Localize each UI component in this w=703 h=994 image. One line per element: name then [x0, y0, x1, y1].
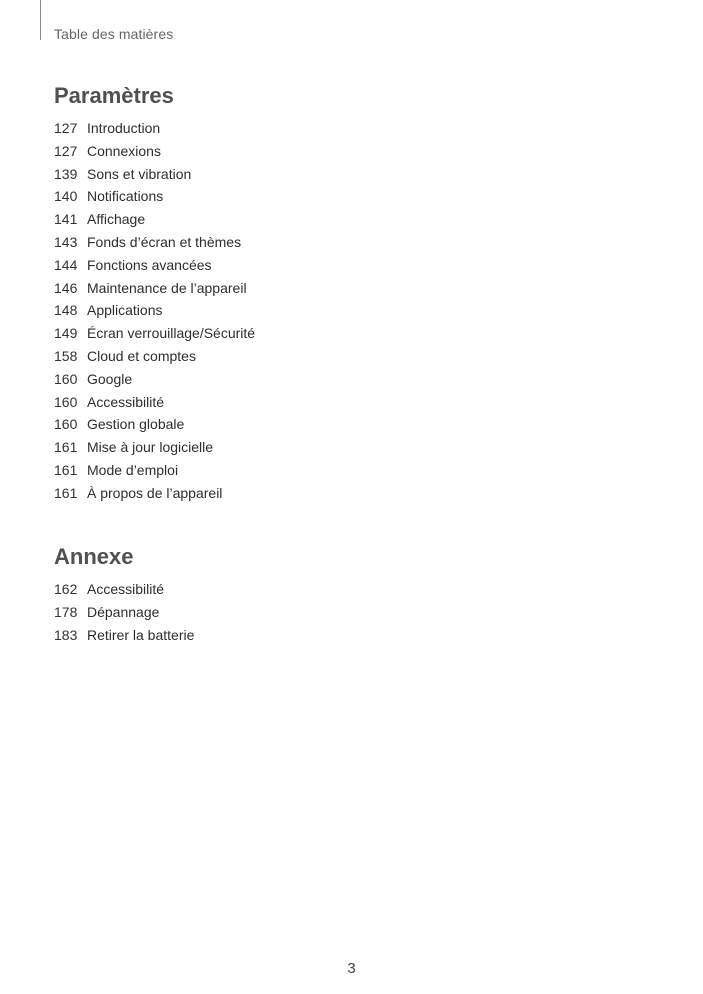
toc-entry-label: Introduction — [87, 120, 161, 136]
toc-entry-label: À propos de l’appareil — [87, 484, 223, 501]
toc-entry[interactable] — [54, 163, 255, 186]
toc-page-number: 161 — [54, 461, 78, 478]
corner-rule — [40, 0, 41, 40]
toc-page-number: 183 — [54, 626, 78, 643]
toc-list — [54, 117, 255, 505]
toc-page-number: 146 — [54, 279, 78, 296]
toc-page-number: 127 — [54, 120, 78, 136]
toc-entry[interactable] — [54, 117, 255, 140]
toc-entry-label: Sons et vibration — [87, 165, 192, 182]
toc-entry-label: Maintenance de l’appareil — [87, 279, 247, 296]
toc-entry-label: Connexions — [87, 142, 161, 159]
toc-entry[interactable] — [54, 345, 255, 368]
toc-page-number: 161 — [54, 484, 78, 501]
toc-entry-label: Mode d’emploi — [87, 461, 179, 478]
toc-entry-label: Écran verrouillage/Sécurité — [87, 325, 256, 342]
toc-entry-label: Gestion globale — [87, 416, 185, 433]
section-parametres — [54, 83, 255, 505]
toc-page-number: 143 — [54, 233, 78, 250]
toc-entry[interactable] — [54, 140, 255, 163]
toc-page-number: 140 — [54, 188, 78, 205]
toc-entry[interactable] — [54, 459, 255, 482]
toc-entry-label: Applications — [87, 302, 163, 319]
toc-entry-label: Dépannage — [87, 603, 160, 620]
toc-entry[interactable] — [54, 254, 255, 277]
section-title: Paramètres — [54, 83, 174, 108]
toc-entry[interactable] — [54, 436, 255, 459]
toc-entry-label: Mise à jour logicielle — [87, 439, 214, 456]
toc-page-number: 178 — [54, 603, 78, 620]
toc-page-number: 161 — [54, 439, 78, 456]
toc-page-number: 160 — [54, 370, 78, 387]
toc-entry-label: Accessibilité — [87, 581, 165, 597]
toc-entry[interactable] — [54, 185, 255, 208]
toc-entry[interactable] — [54, 299, 255, 322]
page-number: 3 — [347, 960, 356, 977]
toc-entry-label: Notifications — [87, 188, 164, 205]
toc-entry[interactable] — [54, 413, 255, 436]
toc-entry-label: Fonctions avancées — [87, 256, 212, 273]
toc-entry[interactable] — [54, 322, 255, 345]
section-annexe — [54, 544, 194, 646]
toc-page-number: 148 — [54, 302, 78, 319]
toc-entry-label: Affichage — [87, 211, 146, 228]
toc-page-number: 158 — [54, 347, 78, 364]
toc-entry-label: Accessibilité — [87, 393, 165, 410]
toc-page-number: 160 — [54, 393, 78, 410]
toc-entry-label: Fonds d’écran et thèmes — [87, 233, 242, 250]
toc-page-number: 141 — [54, 211, 78, 228]
toc-entry[interactable] — [54, 231, 255, 254]
toc-entry[interactable] — [54, 578, 194, 601]
running-header: Table des matières — [54, 26, 174, 42]
toc-entry-label: Cloud et comptes — [87, 347, 196, 364]
toc-entry-label: Google — [87, 370, 133, 387]
toc-page-number: 127 — [54, 142, 78, 159]
toc-entry[interactable] — [54, 391, 255, 414]
toc-page-number: 149 — [54, 325, 78, 342]
toc-entry[interactable] — [54, 482, 255, 505]
toc-entry-label: Retirer la batterie — [87, 626, 195, 643]
toc-page-number: 162 — [54, 581, 78, 597]
toc-page-number: 144 — [54, 256, 78, 273]
section-title: Annexe — [54, 544, 134, 569]
toc-entry[interactable] — [54, 624, 194, 647]
toc-entry[interactable] — [54, 208, 255, 231]
toc-entry[interactable] — [54, 277, 255, 300]
toc-entry[interactable] — [54, 601, 194, 624]
toc-list — [54, 578, 194, 646]
toc-page-number: 139 — [54, 165, 78, 182]
toc-page-number: 160 — [54, 416, 78, 433]
toc-entry[interactable] — [54, 368, 255, 391]
